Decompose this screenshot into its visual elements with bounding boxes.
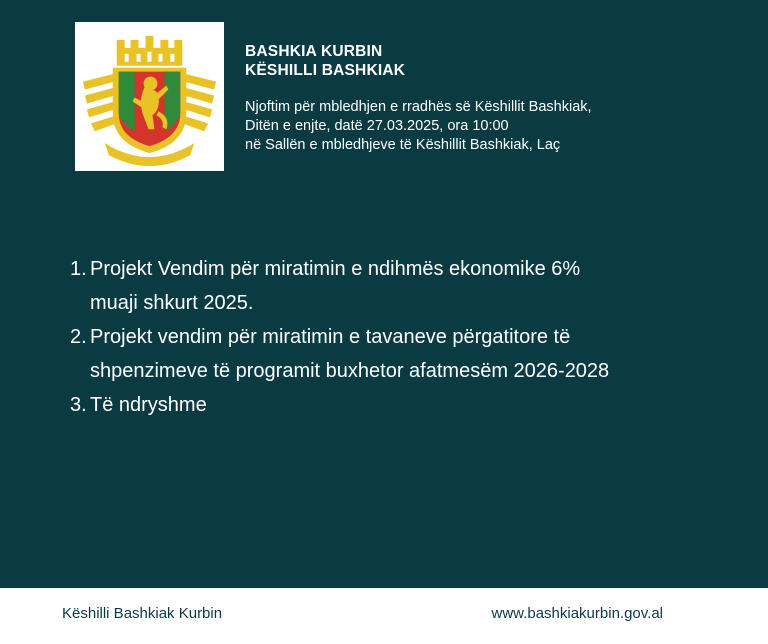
agenda-item [70, 320, 720, 388]
agenda-item [70, 388, 720, 422]
agenda-item-line: Projekt vendim për miratimin e tavaneve përgatitore të [90, 326, 571, 348]
agenda-item-text [90, 320, 720, 388]
coat-of-arms-icon [75, 22, 224, 171]
title-council: KËSHILLI BASHKIAK [245, 62, 406, 79]
notice-line-2: Ditën e enjte, datë 27.03.2025, ora 10:00 [245, 118, 509, 134]
title-municipality: BASHKIA KURBIN [245, 43, 383, 60]
logo [75, 22, 224, 171]
agenda-item-number: 2. [70, 326, 87, 348]
agenda-item-number: 3. [70, 394, 87, 416]
council-title [245, 42, 405, 80]
footer-council-name: Këshilli Bashkiak Kurbin [62, 605, 223, 622]
agenda-item-line: Projekt Vendim për miratimin e ndihmës ekonomike 6% [90, 258, 581, 280]
notice-line-3: në Sallën e mbledhjeve të Këshillit Bashkiak, Laç [245, 137, 561, 153]
agenda-item-line: Të ndryshme [90, 394, 207, 416]
agenda-item-text [90, 252, 720, 320]
notice-line-1: Njoftim për mbledhjen e rradhës së Këshillit Bashkiak, [245, 99, 592, 115]
footer [0, 588, 768, 644]
agenda-list [70, 252, 720, 422]
agenda-item-number: 1. [70, 258, 87, 280]
agenda-item-line: muaji shkurt 2025. [90, 292, 254, 314]
agenda-item [70, 252, 720, 320]
agenda-item-line: shpenzimeve të programit buxhetor afatmesëm 2026-2028 [90, 360, 610, 382]
agenda-item-text [90, 388, 720, 422]
footer-website-link[interactable]: www.bashkiakurbin.gov.al [491, 605, 663, 622]
meeting-notice [245, 98, 592, 155]
